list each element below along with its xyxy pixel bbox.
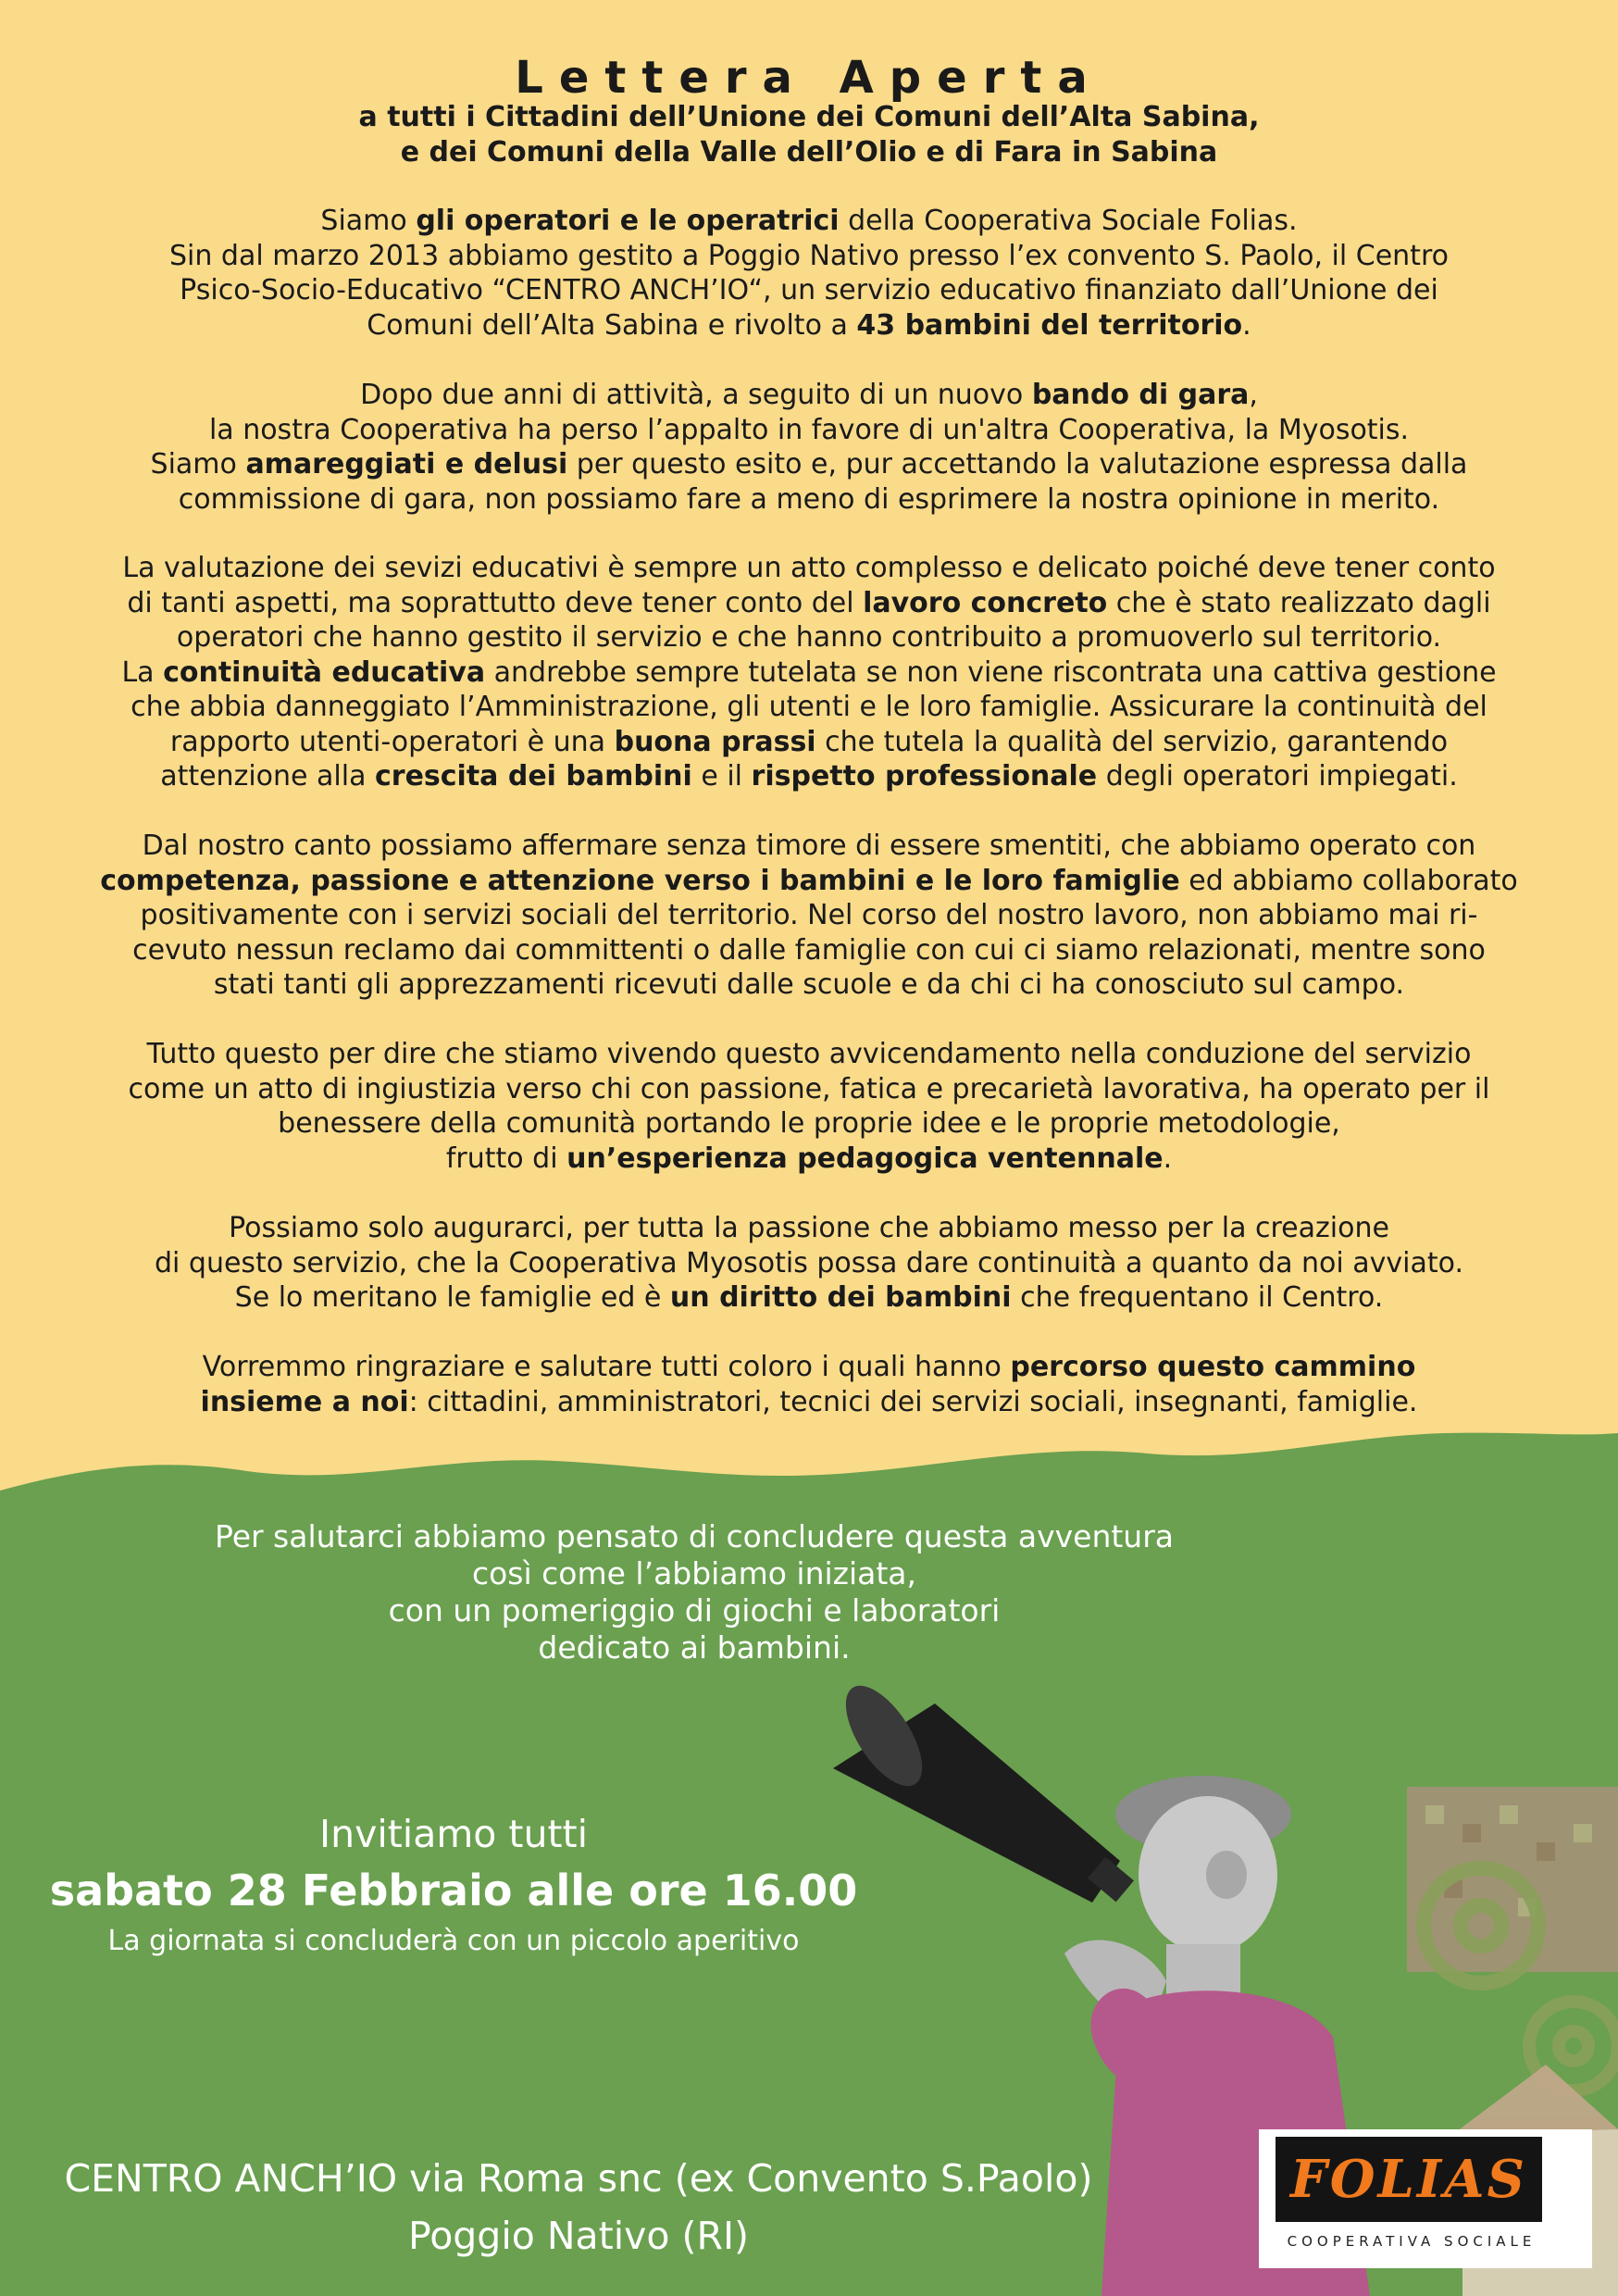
text-run: che è stato realizzato dagli: [1107, 586, 1491, 619]
text-run: Tutto questo per dire che stiamo vivendo questo avvicendamento nella conduzione del servizio: [146, 1038, 1472, 1070]
text-run: stati tanti gli apprezzamenti ricevuti dalle scuole e da chi ci ha conosciuto sul campo.: [213, 968, 1405, 1001]
text-line: [41, 1142, 1577, 1177]
text-line: [41, 308, 1577, 343]
text-run: per questo esito e, pur accettando la valutazione espressa dalla: [567, 448, 1468, 480]
text-run: Vorremmo ringraziare e salutare tutti coloro i quali hanno: [202, 1351, 1011, 1383]
emphasized-text: bando di gara: [1031, 379, 1250, 411]
emphasized-text: crescita dei bambini: [374, 760, 692, 792]
text-run: benessere della comunità portando le proprie idee e le proprie metodologie,: [278, 1107, 1340, 1140]
text-line: [41, 690, 1577, 725]
emphasized-text: un’esperienza pedagogica ventennale: [566, 1142, 1164, 1175]
emphasized-text: rispetto professionale: [751, 760, 1098, 792]
paragraph-valutazione: [41, 551, 1577, 794]
text-run: .: [1242, 308, 1251, 342]
text-run: ed abbiamo collaborato: [1179, 864, 1518, 897]
text-run: che frequentano il Centro.: [1011, 1281, 1384, 1314]
text-run: di tanti aspetti, ma soprattutto deve tener conto del: [127, 586, 864, 619]
emphasized-text: gli operatori e le operatrici: [416, 205, 840, 237]
text-line: [41, 586, 1577, 621]
emphasized-text: competenza, passione e attenzione verso i bambini e le loro famiglie: [100, 864, 1180, 897]
paragraph-bando: [41, 378, 1577, 517]
closing-invitation-message: [185, 1518, 1203, 1666]
text-line: [41, 1280, 1577, 1316]
text-line: [41, 1246, 1577, 1281]
text-line: [41, 898, 1577, 933]
message-line: Per salutarci abbiamo pensato di concludere questa avventura: [214, 1518, 1175, 1554]
text-run: la nostra Cooperativa ha perso l’appalto in favore di un'altra Cooperativa, la Myosotis.: [208, 413, 1410, 446]
text-run: frutto di: [445, 1142, 567, 1175]
subtitle-line: e dei Comuni della Valle dell’Olio e di Fara in Sabina: [400, 136, 1218, 168]
text-run: ,: [1249, 379, 1258, 411]
text-run: Dal nostro canto possiamo affermare senza timore di essere smentiti, che abbiamo operato con: [142, 830, 1476, 862]
text-run: della Cooperativa Sociale Folias.: [839, 205, 1298, 237]
text-run: positivamente con i servizi sociali del territorio. Nel corso del nostro lavoro, non abbiamo mai ri-: [140, 899, 1478, 931]
text-run: Psico-Socio-Educativo “CENTRO ANCH’IO“, un servizio educativo finanziato dall’Unione dei: [180, 274, 1438, 306]
text-run: La: [121, 655, 164, 689]
message-line: con un pomeriggio di giochi e laboratori: [388, 1592, 1001, 1628]
paragraph-ingiustizia: [41, 1037, 1577, 1176]
text-run: Possiamo solo augurarci, per tutta la passione che abbiamo messo per la creazione: [229, 1212, 1389, 1244]
emphasized-text: buona prassi: [614, 725, 816, 758]
emphasized-text: lavoro concreto: [863, 586, 1108, 619]
text-line: [41, 864, 1577, 899]
text-line: [41, 759, 1577, 794]
text-run: cevuto nessun reclamo dai committenti o dalle famiglie con cui ci siamo relazionati, mentre sono: [132, 933, 1486, 967]
paragraph-competenza: [41, 829, 1577, 1003]
text-line: [41, 447, 1577, 482]
text-run: commissione di gara, non possiamo fare a meno di esprimere la nostra opinione in merito.: [178, 482, 1440, 516]
emphasized-text: continuità educativa: [163, 655, 486, 689]
text-line: [41, 829, 1577, 864]
invite-heading: Invitiamo tutti: [319, 1812, 588, 1856]
text-line: [41, 725, 1577, 760]
text-run: Sin dal marzo 2013 abbiamo gestito a Poggio Nativo presso l’ex convento S. Paolo, il Centro: [169, 239, 1449, 272]
event-date: sabato 28 Febbraio alle ore 16.00: [49, 1866, 858, 1915]
text-line: [41, 1350, 1577, 1385]
paragraph-ringraziamenti: [41, 1350, 1577, 1419]
text-run: Dopo due anni di attività, a seguito di un nuovo: [360, 379, 1032, 411]
text-run: che tutela la qualità del servizio, garantendo: [815, 725, 1449, 758]
text-line: [41, 620, 1577, 655]
text-run: e il: [691, 760, 752, 792]
text-line: [41, 551, 1577, 586]
text-line: [41, 1037, 1577, 1072]
text-run: operatori che hanno gestito il servizio e che hanno contribuito a promuoverlo sul territorio.: [176, 621, 1442, 654]
text-run: Comuni dell’Alta Sabina e rivolto a: [367, 308, 857, 342]
message-line: così come l’abbiamo iniziata,: [471, 1555, 917, 1591]
emphasized-text: amareggiati e delusi: [245, 448, 568, 480]
megaphone-icon: [831, 1674, 1134, 1903]
logo-wordmark: FOLIAS: [1276, 2137, 1542, 2222]
text-run: La valutazione dei sevizi educativi è sempre un atto complesso e delicato poiché deve tener conto: [122, 552, 1496, 584]
text-run: degli operatori impiegati.: [1097, 760, 1458, 792]
logo-subtitle: COOPERATIVA SOCIALE: [1287, 2233, 1537, 2250]
event-address: [37, 2150, 1120, 2265]
address-city: Poggio Nativo (RI): [407, 2214, 750, 2258]
text-run: andrebbe sempre tutelata se non viene riscontrata una cattiva gestione: [485, 655, 1497, 689]
text-run: attenzione alla: [160, 760, 375, 792]
subtitle-line: a tutti i Cittadini dell’Unione dei Comuni dell’Alta Sabina,: [358, 101, 1260, 133]
text-run: .: [1163, 1142, 1173, 1175]
text-line: [41, 273, 1577, 308]
text-line: [41, 378, 1577, 413]
text-run: come un atto di ingiustizia verso chi con passione, fatica e precarietà lavorativa, ha operato per il: [128, 1072, 1490, 1105]
address-line: CENTRO ANCH’IO via Roma snc (ex Convento S.Paolo): [64, 2156, 1093, 2201]
text-line: [41, 1072, 1577, 1107]
emphasized-text: percorso questo cammino: [1010, 1351, 1416, 1383]
text-run: che abbia danneggiato l’Amministrazione, gli utenti e le loro famiglie. Assicurare la continuità del: [131, 691, 1487, 723]
event-invitation: [37, 1810, 870, 1960]
text-line: [41, 1106, 1577, 1142]
text-line: [41, 967, 1577, 1003]
text-line: [41, 482, 1577, 518]
text-line: [41, 933, 1577, 968]
paragraph-augurio: [41, 1211, 1577, 1316]
text-run: Se lo meritano le famiglie ed è: [234, 1281, 670, 1314]
text-line: [41, 655, 1577, 691]
text-line: [41, 1211, 1577, 1246]
text-run: di questo servizio, che la Cooperativa Myosotis possa dare continuità a quanto da noi avviato.: [154, 1246, 1463, 1279]
paragraph-intro: [41, 204, 1577, 343]
text-line: [41, 204, 1577, 239]
message-line: dedicato ai bambini.: [538, 1629, 851, 1666]
letter-subtitle: [0, 100, 1618, 170]
text-run: : cittadini, amministratori, tecnici dei servizi sociali, insegnanti, famiglie.: [408, 1385, 1418, 1418]
text-run: rapporto utenti-operatori è una: [169, 725, 615, 758]
text-run: Siamo: [150, 448, 246, 480]
emphasized-text: insieme a noi: [200, 1385, 409, 1418]
folias-logo: [1259, 2129, 1592, 2268]
emphasized-text: 43 bambini del territorio: [856, 308, 1243, 342]
letter-title: Lettera Aperta: [515, 52, 1103, 104]
text-run: Siamo: [320, 205, 417, 237]
text-line: [41, 1385, 1577, 1420]
text-line: [41, 413, 1577, 448]
text-line: [41, 239, 1577, 274]
event-note: La giornata si concluderà con un piccolo aperitivo: [107, 1925, 800, 1957]
emphasized-text: un diritto dei bambini: [669, 1281, 1012, 1314]
